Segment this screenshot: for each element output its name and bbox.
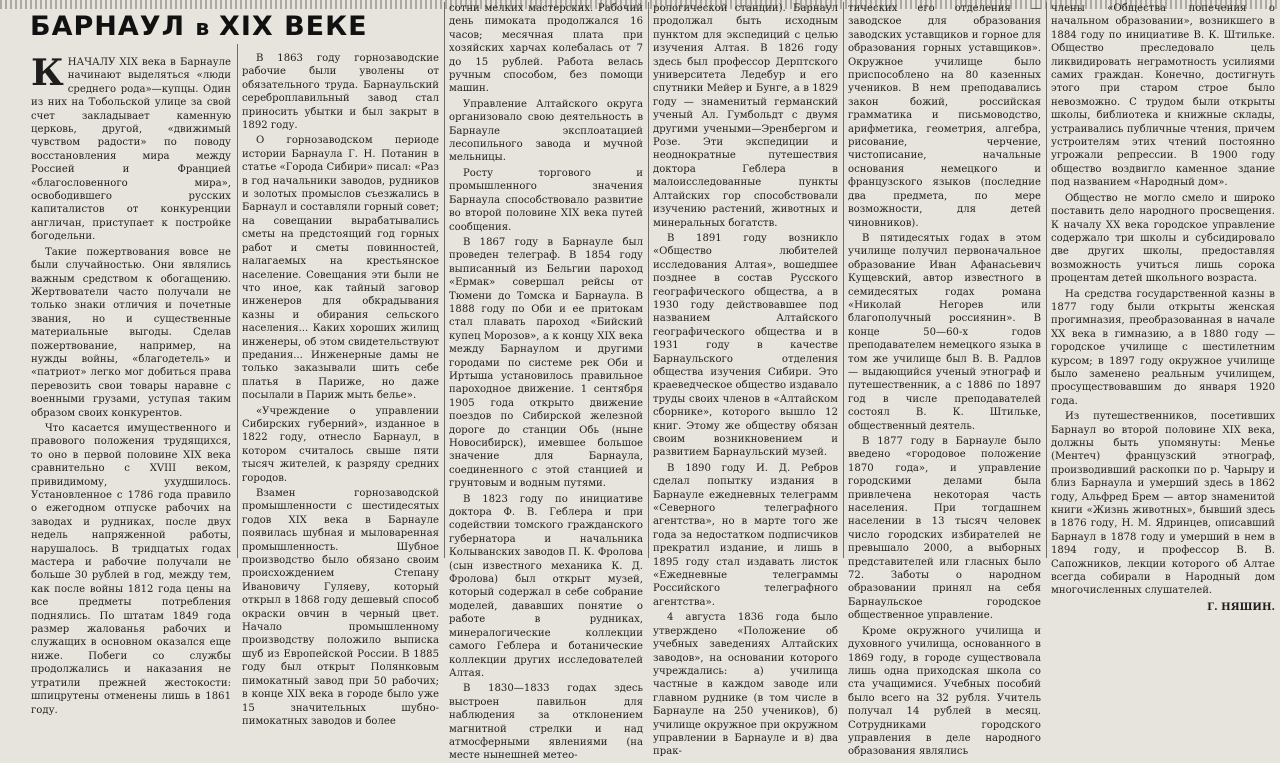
paragraph: О горнозаводском периоде истории Барнаула Г. Н. Потанин в статье «Города Сибири» писал: «Раз в год начальники заводов, рудников и золотых промыслов съезжались в Барнаул и составляли горный совет; на совещании вырабатывались сметы на предстоящий год горных работ и сметы повинностей, налагаемых на крестьянское население. Совещания эти были не что иное, как тайный заговор инженеров для обкрадывания казны и обирания сельского населения... Каких хороших жилищ инженеры, об этом свидетельствуют предания... Инженерные дамы не только заказывали шить себе платья в Париже, но даже посылали в Париж мыть белье». [242,135,440,402]
paragraph: В 1891 году возникло «Общество любителей исследования Алтая», вошедшее позднее в состав Русского географического общества, а в 1930 году действовавшее под названием Алтайского географического общества и в 1931 году в качестве Барнаульского отделения общества изучения Сибири. Это краеведческое общество издавало труды своих членов в «Алтайском сборнике», которого вышло 12 книг. Этому же обществу обязан своим возникновением и развитием Барнаульский музей. [653,232,838,459]
paragraph: Такие пожертвования вовсе не были случайностью. Они являлись важным средством к обогащению. Жертвователи часто получали не только знаки отличия и почетные звания, но и существенные материальные выгоды. Сделав пожертвование, например, на нужды войны, «благодетель» и «патриот» легко мог добиться права перевозить свои товары наравне с военными грузами, уступая таким образом своих конкурентов. [31,246,231,419]
paragraph: тических его отделения — заводское для образования заводских уставщиков и горное для образования горных уставщиков». Окружное училище было приспособлено на 80 казенных учеников. В нем преподавались закон божий, российская грамматика и письмоводство, арифметика, геометрия, алгебра, рисование, черчение, чистописание, начальные основания немецкого и французского языков (последние два предмета, по мере возможности, для детей чиновников). [848,3,1041,229]
paragraph: Из путешественников, посетивших Барнаул во второй половине XIX века, должны быть упомянуты: Менье (Ментеч) французский этнограф, производивший раскопки по р. Чарыру и близ Барнаула и умерший здесь в 1862 году, Альфред Брем — автор знаменитой книги «Жизнь животных», бывший здесь в 1876 году, Н. М. Ядринцев, описавший Барнаул в 1878 году и умерший в нем в 1894 году, и профессор В. В. Сапожников, лекции которого об Алтае всегда собирали в Народный дом многочисленных слушателей. [1051,411,1275,597]
paragraph: Росту торгового и промышленного значения Барнаула способствовало развитие во второй половине XIX века путей сообщения. [449,167,643,233]
paragraph: «Учреждение о управлении Сибирских губерний», изданное в 1822 году, отнесло Барнаул, в котором считалось свыше пяти тысяч жителей, к разряду средних городов. [242,405,439,484]
column-divider [237,44,238,558]
column-divider [648,2,649,558]
paragraph: Управление Алтайского округа организовало свою деятельность в Барнауле эксплоатацией лесопильного завода и мучной мельницы. [449,98,643,164]
article-column-1 [31,52,231,716]
paragraph: В 1877 году в Барнауле было введено «городовое положение 1870 года», и управление городскими делами была привлечена некоторая часть населения. При тогдашнем населении в 13 тысяч человек число городских избирателей не превышало 2000, а выборных представителей или гласных было 72. Заботы о народном образовании принял на себя Барнаульское городское общественное управление. [848,436,1041,622]
article-column-3 [449,2,643,762]
drop-cap: К [31,52,64,94]
column-divider [444,2,445,558]
paragraph: В пятидесятых годах в этом училище получил первоначальное образование Иван Афанасьевич Кущевский, автор известного в семидесятых годах романа «Николай Негорев или благополучный россиянин». В конце 50—60-х годов преподавателем немецкого языка в том же училище был В. В. Радлов — выдающийся ученый этнограф и путешественник, а с 1886 по 1897 год в числе преподавателей состоял В. К. Штильке, общественный деятель. [848,232,1041,432]
paragraph: Кроме окружного училища и духовного училища, основанного в 1869 году, в городе существовала лишь одна приходская школа со ста учащимися. Учебных пособий было всего на 32 рубля. Учитель получал 14 рублей в месяц. Сотрудниками городского управления в деле народного образования являлись [848,625,1041,758]
paragraph: На средства государственной казны в 1877 году были открыты женская прогимназия, преобразованная в начале XX века в гимназию, а в 1880 году — городское училище с шестилетним курсом; в 1897 году окружное училище было заменено реальным училищем, просуществовавшим до января 1920 года. [1051,288,1275,407]
paragraph: Общество не могло смело и широко поставить дело народного просвещения. К началу XX века городское управление содержало три школы и субсидировало две других школы, предоставляя возможность учиться лишь сорока процентам детей школьного возраста. [1051,192,1275,285]
paragraph: 4 августа 1836 года было утверждено «Положение об учебных заведениях Алтайских заводов», на основании которого учреждались: а) училища частные в каждом заводе или главном руднике (в том числе в Барнауле на 250 учеников), б) училище окружное при окружном управлении в Барнауле и в) два прак- [653,612,838,758]
paragraph: В 1823 году по инициативе доктора Ф. В. Геблера и при содействии томского гражданского губернатора и начальника Колыванских заводов П. К. Фролова (сын известного механика К. Д. Фролова) был открыт музей, который содержал в себе собрание моделей, дававших понятие о работе в рудниках, минералогические коллекции самого Геблера и ботанические коллекции других исследователей Алтая. [449,493,643,679]
author-signature: Г. НЯШИН. [1207,601,1275,613]
paragraph: В 1890 году И. Д. Ребров сделал попытку издания в Барнауле ежедневных телеграмм «Северного телеграфного агентства», но в марте того же года за недостатком подписчиков прекратил издание, и лишь в 1895 году стал издавать листок «Ежедневные телеграммы Российского телеграфного агентства». [653,462,838,608]
article-column-6 [1051,2,1275,613]
column-divider [1046,2,1047,558]
paragraph: В 1830—1833 годах здесь выстроен павильон для наблюдения за отклонением магнитной стрелки и над атмосферными явлениями (на месте нынешней метео- [449,683,643,762]
paragraph: сотни мелких мастерских. Рабочий день пимоката продолжался 16 часов; месячная плата при хозяйских харчах колебалась от 7 до 15 рублей. Работа велась ручным способом, без помощи машин. [449,3,643,95]
column-divider [843,2,844,558]
paragraph: НАЧАЛУ XIX века в Барнауле начинают выделяться «люди среднего рода»—купцы. Один из них на Тобольской улице за свой счет закладывает каменную церковь, другой, «движимый чувством радости» по поводу восстановления мира между Россией и Францией «благословенного мира», освободившего русских капиталистов от конкуренции англичан, приступает к постройке богодельни. [31,57,231,243]
paragraph: рологической станции). Барнаул продолжал быть исходным пунктом для экспедиций с целью изучения Алтая. В 1826 году здесь был профессор Дерптского университета Ледебур и его спутники Мейер и Бунге, а в 1829 году — знаменитый германский ученый Ал. Гумбольдт с двумя другими учеными—Эренбергом и Розе. Эти экспедиции и неоднократные путешествия доктора Геблера в малоисследованные пункты Алтайских гор способствовали изучению растений, животных и минеральных богатств. [653,3,838,229]
paragraph: В 1867 году в Барнауле был проведен телеграф. В 1854 году выписанный из Бельгии пароход «Ермак» совершал рейсы от Тюмени до Томска и Барнаула. В 1888 году по Оби и ее притокам стал плавать пароход «Бийский купец Морозов», а к концу XIX века между Барнаулом и другими городами по системе рек Оби и Иртыша установилось правильное пароходное движение. 1 сентября 1905 года открыто движение поездов по Сибирской железной дороге до станции Обь (ныне Новосибирск), имевшее большое значение для Барнаула, соединенного с этой станцией и грунтовым и водным путями. [449,236,643,490]
paragraph: В 1863 году горнозаводские рабочие были уволены от обязательного труда. Барнаульский сереброплавильный завод стал приносить убытки и был закрыт в 1892 году. [242,53,439,132]
paragraph: Взамен горнозаводской промышленности с шестидесятых годов XIX века в Барнауле появилась шубная и мыловаренная промышленность. Шубное производство было обязано своим происхождением Степану Ивановичу Гуляеву, который открыл в 1868 году дешевый способ окраски овчин в черный цвет. Начало промышленному производству положило выписка шуб из Европейской России. В 1885 году был открыт Полянковым пимокатный завод при 50 рабочих; в конце XIX века в городе было уже 15 значительных шубно-пимокатных заводов и более [242,488,439,727]
article-column-5 [848,2,1041,758]
paragraph: члены «Общества попечения о начальном образовании», возникшего в 1884 году по инициативе В. К. Штильке. Общество преследовало цель ликвидировать неграмотность усилиями самих граждан. Конечно, достигнуть этого при старом строе было невозможно. С трудом были открыты школы, библиотека и книжные склады, устраивались публичные чтения, причем устроителям этих чтений постоянно угрожали репрессии. В 1900 году общество воздвигло каменное здание под названием «Народный дом». [1051,3,1275,189]
paragraph: Что касается имущественного и правового положения трудящихся, то оно в первой половине XIX века сравнительно с XVIII веком, привидимому, ухудшилось. Установленное с 1786 года правило о ежегодном отпуске рабочих на заводах и рудниках, после двух недель напряженной работы, нарушалось. В тридцатых годах мастера и рабочие получали не больше 30 рублей в год, между тем, как после войны 1812 года цены на все предметы потребления поднялись. По штатам 1849 года размер жалованья рабочих и служащих в основном оказался еще ниже. Побеги со службы продолжались и наказания не утратили прежней жестокости: шпицрутены отменены лишь в 1861 году. [31,422,231,716]
article-column-2 [242,52,440,727]
article-headline [30,11,368,42]
headline-text: БАРНАУЛ в XIX ВЕКЕ [30,11,368,42]
article-column-4 [653,2,838,758]
